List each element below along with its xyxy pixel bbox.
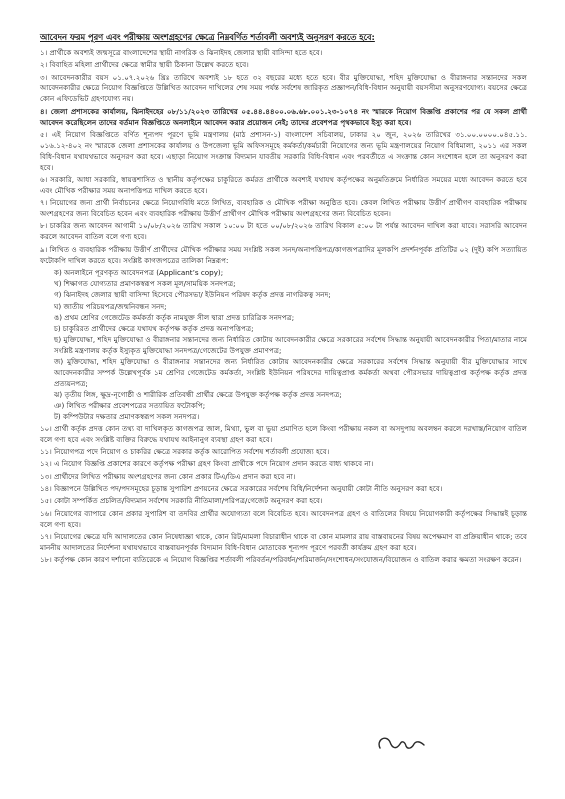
- condition-item: ৩। আবেদনকারীর বয়স ০১.০৭.২০২৬ খ্রিঃ তারিখে অবশ্যই ১৮ হতে ৩২ বছরের মধ্যে হতে হবে। বীর মুক্তিযোদ্ধা, শহিদ মুক্তিযোদ্ধা ও বীরাঙ্গনার সন্তানদের সকল আবেদনকারীর ক্ষেত্রে নিয়োগ বিজ্ঞপ্তিতে উল্লিখিত আবেদন দাখিলের শেষ সময় পর্যন্ত সর্বশেষ জারিকৃত প্রজ্ঞাপন/বিধি-বিধান অনুযায়ী বয়সসীমা অনুসরণযোগ্য। বয়সের ক্ষেত্রে কোন এফিডেভিট গ্রহণযোগ্য নয়।: [40, 72, 527, 104]
- condition-item: ১৬। নিয়োগের ব্যাপারে কোন প্রকার সুপারিশ বা তদবির প্রার্থীর অযোগ্যতা বলে বিবেচিত হবে। আবেদনপত্র গ্রহণ ও বাতিলের বিষয়ে নিয়োগকারী কর্তৃপক্ষের সিদ্ধান্তই চূড়ান্ত বলে গণ্য হবে।: [40, 508, 527, 529]
- document-subitem: ঝ) তৃতীয় লিঙ্গ, ক্ষুদ্র-নৃগোষ্ঠী ও শারীরিক প্রতিবন্ধী প্রার্থীর ক্ষেত্রে উপযুক্ত কর্তৃপক্ষ কর্তৃক প্রদত্ত সনদপত্র;: [54, 389, 342, 399]
- document-subitem: ঘ) জাতীয় পরিচয়পত্র/জন্মনিবন্ধন সনদ;: [54, 301, 167, 311]
- document-subitem: চ) চাকুরিরত প্রার্থীদের ক্ষেত্রে যথাযথ কর্তৃপক্ষ কর্তৃক প্রদত্ত অনাপত্তিপত্র;: [54, 324, 254, 334]
- document-subitem: ট) কম্পিউটার দক্ষতার প্রমাণকস্বরূপ সকল সনদপত্র।: [54, 412, 200, 422]
- condition-item: ১। প্রার্থীকে অবশ্যই জন্মসূত্রে বাংলাদেশের স্থায়ী নাগরিক ও ঝিনাইদহ জেলার স্থায়ী বাসিন্দা হতে হবে।: [40, 47, 323, 57]
- conditions-list-continued: [40, 424, 527, 567]
- condition-item: ৪। জেলা প্রশাসকের কার্যালয়, ঝিনাইদহের ০৮/১১/২০২৩ তারিখের ০৫.৪৪.৪৪০০.০৬.৬৮.০০১.২৩-১০৭৪ নং স্মারকে নিয়োগ বিজ্ঞপ্তি প্রকাশের পর যে সকল প্রার্থী আবেদন করেছিলেন তাদের বর্তমান বিজ্ঞপ্তিতে অনলাইনে আবেদন করার প্রয়োজন নেই; তাদের প্রবেশপত্র পৃথকভাবে ইস্যু করা হবে।: [40, 106, 527, 127]
- documents-sublist: [40, 268, 527, 423]
- document-subitem: ঙ) প্রথম শ্রেণির গেজেটেড কর্মকর্তা কর্তৃক নামযুক্ত সীল দ্বারা প্রদত্ত চারিত্রিক সনদপত্র;: [54, 312, 295, 322]
- condition-item: ৬। সরকারি, আধা সরকারি, স্বায়ত্তশাসিত ও স্থানীয় কর্তৃপক্ষের চাকুরিতে কর্মরত প্রার্থীকে অবশ্যই যথাযথ কর্তৃপক্ষের অনুমতিক্রমে নির্ধারিত সময়ের মধ্যে আবেদন করতে হবে এবং মৌখিক পরীক্ষার সময় অনাপত্তিপত্র দাখিল করতে হবে।: [40, 174, 527, 195]
- document-subitem: গ) ঝিনাইদহ জেলার স্থায়ী বাসিন্দা হিসেবে পৌরসভা/ ইউনিয়ন পরিষদ কর্তৃক প্রদত্ত নাগরিকত্ব সনদ;: [54, 290, 331, 300]
- condition-item: ৮। চাকরির জন্য আবেদন আগামী ১০/০৮/২০২৬ তারিখ সকাল ১০:০০ টা হতে ০০/০৮/২০২৬ তারিখ বিকাল ৫:০০ টা পর্যন্ত আবেদন দাখিল করা যাবে। সরাসরি আবেদন করলে আবেদন বাতিল বলে গণ্য হবে।: [40, 221, 527, 242]
- document-subitem: ঞ) লিখিত পরীক্ষার প্রবেশপত্রের সত্যায়িত ফটোকপি;: [54, 401, 206, 411]
- document-subitem: জ) মুক্তিযোদ্ধা, শহিদ মুক্তিযোদ্ধা ও বীরাঙ্গনার সন্তানদের জন্য নির্ধারিত কোটায় আবেদনকারীর ক্ষেত্রে সরকারের সর্বশেষ সিদ্ধান্ত অনুযায়ী বীর মুক্তিযোদ্ধার সাথে আবেদনকারীর সম্পর্ক উল্লেখপূর্বক ১ম শ্রেণির গেজেটেড কর্মকর্তা, সংশ্লিষ্ট ইউনিয়ন পরিষদের দায়িত্বপ্রাপ্ত কর্মকর্তা অথবা পৌরসভার দায়িত্বপ্রাপ্ত কর্তৃপক্ষ কর্তৃক প্রদত্ত প্রত্যয়নপত্র;: [54, 357, 527, 388]
- conditions-heading: আবেদন ফরম পূরণ এবং পরীক্ষায় অংশগ্রহণের ক্ষেত্রে নিম্নবর্ণিত শর্তাবলী অবশ্যই অনুসরণ করতে হবে:: [40, 32, 375, 42]
- condition-item: ১৫। কোটা সম্পর্কিত প্রচলিত/বিদ্যমান সর্বশেষ সরকারি নীতিমালা/পরিপত্র/গেজেট অনুসরণ করা হবে।: [40, 496, 323, 506]
- condition-item: ১৭। নিয়োগের ক্ষেত্রে যদি আদালতের কোন নিষেধাজ্ঞা থাকে, কোন রিট/মামলা বিচারাধীন থাকে বা কোন মামলার রায় বাস্তবায়নের বিষয় অপেক্ষমাণ বা প্রক্রিয়াধীন থাকে; তবে মাননীয় আদালতের নির্দেশনা যথাযথভাবে বাস্তবায়নপূর্বক বিদ্যমান বিধি-বিধান মোতাবেক শূন্যপদ পূরণে পরবর্তী কার্যক্রম গ্রহণ করা হবে।: [40, 532, 527, 552]
- condition-item: ৭। নিয়োগের জন্য প্রার্থী নির্বাচনের ক্ষেত্রে নিয়োগবিধি মতে লিখিত, ব্যবহারিক ও মৌখিক পরীক্ষা অনুষ্ঠিত হবে। কেবল লিখিত পরীক্ষায় উত্তীর্ণ প্রার্থীগণ ব্যবহারিক পরীক্ষায় অংশগ্রহণের জন্য বিবেচিত হবেন এবং ব্যবহারিক পরীক্ষায় উত্তীর্ণ প্রার্থীগণ মৌখিক পরীক্ষায় অংশগ্রহণের জন্য বিবেচিত হবেন।: [40, 198, 527, 219]
- condition-item: ১৪। বিজ্ঞাপনে উল্লিখিত পদ/পদসমূহের চূড়ান্ত সুপারিশ প্রণয়নের ক্ষেত্রে সরকারের সর্বশেষ বিধি/নির্দেশনা অনুযায়ী কোটা নীতি অনুসরণ করা হবে।: [40, 484, 443, 494]
- condition-item: ১২। এ নিয়োগ বিজ্ঞপ্তি প্রকাশের কারণে কর্তৃপক্ষ পরীক্ষা গ্রহণ কিংবা প্রার্থীকে পদে নিয়োগ প্রদান করতে বাধ্য থাকবে না।: [40, 459, 374, 469]
- condition-item: ১০। প্রার্থী কর্তৃক প্রদত্ত কোন তথ্য বা দাখিলকৃত কাগজপত্র জাল, মিথ্যা, ভুল বা ভুয়া প্রমাণিত হলে কিংবা পরীক্ষায় নকল বা অসদুপায় অবলম্বন করলে দরখাস্ত/নিয়োগ বাতিল বলে গণ্য হবে এবং সংশ্লিষ্ট ব্যক্তির বিরুদ্ধে যথাযথ আইনানুগ ব্যবস্থা গ্রহণ করা হবে।: [40, 423, 527, 444]
- conditions-list: [40, 48, 527, 267]
- condition-item: ৯। লিখিত ও ব্যবহারিক পরীক্ষায় উত্তীর্ণ প্রার্থীদের মৌখিক পরীক্ষার সময় সংশ্লিষ্ট সকল সনদ/অনাপত্তিপত্র/কাগজপত্রাদির মূলকপি প্রদর্শনপূর্বক প্রতিটির ০২ (দুই) কপি সত্যায়িত ফটোকপি দাখিল করতে হবে। সংশ্লিষ্ট কাগজপত্রের তালিকা নিম্নরূপ:: [40, 244, 527, 265]
- condition-item: ১১। নিয়োগপত্র পদে নিয়োগ ও চাকরির ক্ষেত্রে সরকার কর্তৃক আরোপিত সর্বশেষ শর্তাবলী প্রযোজ্য হবে।: [40, 446, 330, 456]
- document-subitem: খ) শিক্ষাগত যোগ্যতার প্রমাণকস্বরূপ সকল মূল/সাময়িক সনদপত্র;: [54, 279, 236, 289]
- condition-item: ৫। এই নিয়োগ বিজ্ঞপ্তিতে বর্ণিত শূন্যপদ পূরণে ভূমি মন্ত্রণালয় (মাঠ প্রশাসন-১) বাংলাদেশ সচিবালয়, ঢাকার ২০ জুন, ২০২৬ তারিখের ৩১.০০.০০০০.০৪৫.১১. ০১৬.১২-৪০২ নং স্মারকে জেলা প্রশাসকের কার্যালয় ও উপজেলা ভূমি অফিসসমূহে কর্মকর্তা/কর্মচারী নিয়োগের জন্য ভূমি মন্ত্রণালয়ের নিয়োগ বিধিমালা, ২০১১ এর সকল বিধি-বিধান যথাযথভাবে অনুসরণ করা হবে। এছাড়া নিয়োগ সংক্রান্ত বিদ্যমান যাবতীয় সরকারি বিধি-বিধান এবং পরবর্তীতে এ সংক্রান্ত কোন সংশোধন হলে তা অনুসরণ করা হবে।: [40, 129, 527, 172]
- document-subitem: ক) অনলাইনে পূরণকৃত আবেদনপত্র (Applicant’s copy);: [54, 267, 224, 277]
- document-subitem: ছ) মুক্তিযোদ্ধা, শহিদ মুক্তিযোদ্ধা ও বীরাঙ্গনার সন্তানদের জন্য নির্ধারিত কোটায় আবেদনকারীর ক্ষেত্রে সরকারের সর্বশেষ সিদ্ধান্ত অনুযায়ী আবেদনকারীর পিতা/মাতার নামে সংশ্লিষ্ট মন্ত্রণালয় কর্তৃক ইস্যুকৃত মুক্তিযোদ্ধা সনদপত্র/গেজেটের উপযুক্ত প্রমাণপত্র;: [54, 335, 527, 356]
- condition-item: ১৩। প্রার্থীদের লিখিত পরীক্ষায় অংশগ্রহণের জন্য কোন প্রকার টিএ/ডিএ প্রদান করা হবে না।: [40, 471, 296, 481]
- condition-item: ২। বিবাহিত মহিলা প্রার্থীদের ক্ষেত্রে স্বামীর স্থায়ী ঠিকানা উল্লেখ করতে হবে।: [40, 60, 249, 70]
- condition-item: ১৮। কর্তৃপক্ষ কোন কারণ দর্শানো ব্যতিরেকে এ নিয়োগ বিজ্ঞপ্তির শর্তাবলী পরিবর্তন/পরিবর্ধন/পরিমার্জন/সংশোধন/সংযোজন/বিয়োজন ও বাতিল করার ক্ষমতা সংরক্ষণ করেন।: [40, 555, 522, 565]
- signature-mark: [372, 728, 432, 758]
